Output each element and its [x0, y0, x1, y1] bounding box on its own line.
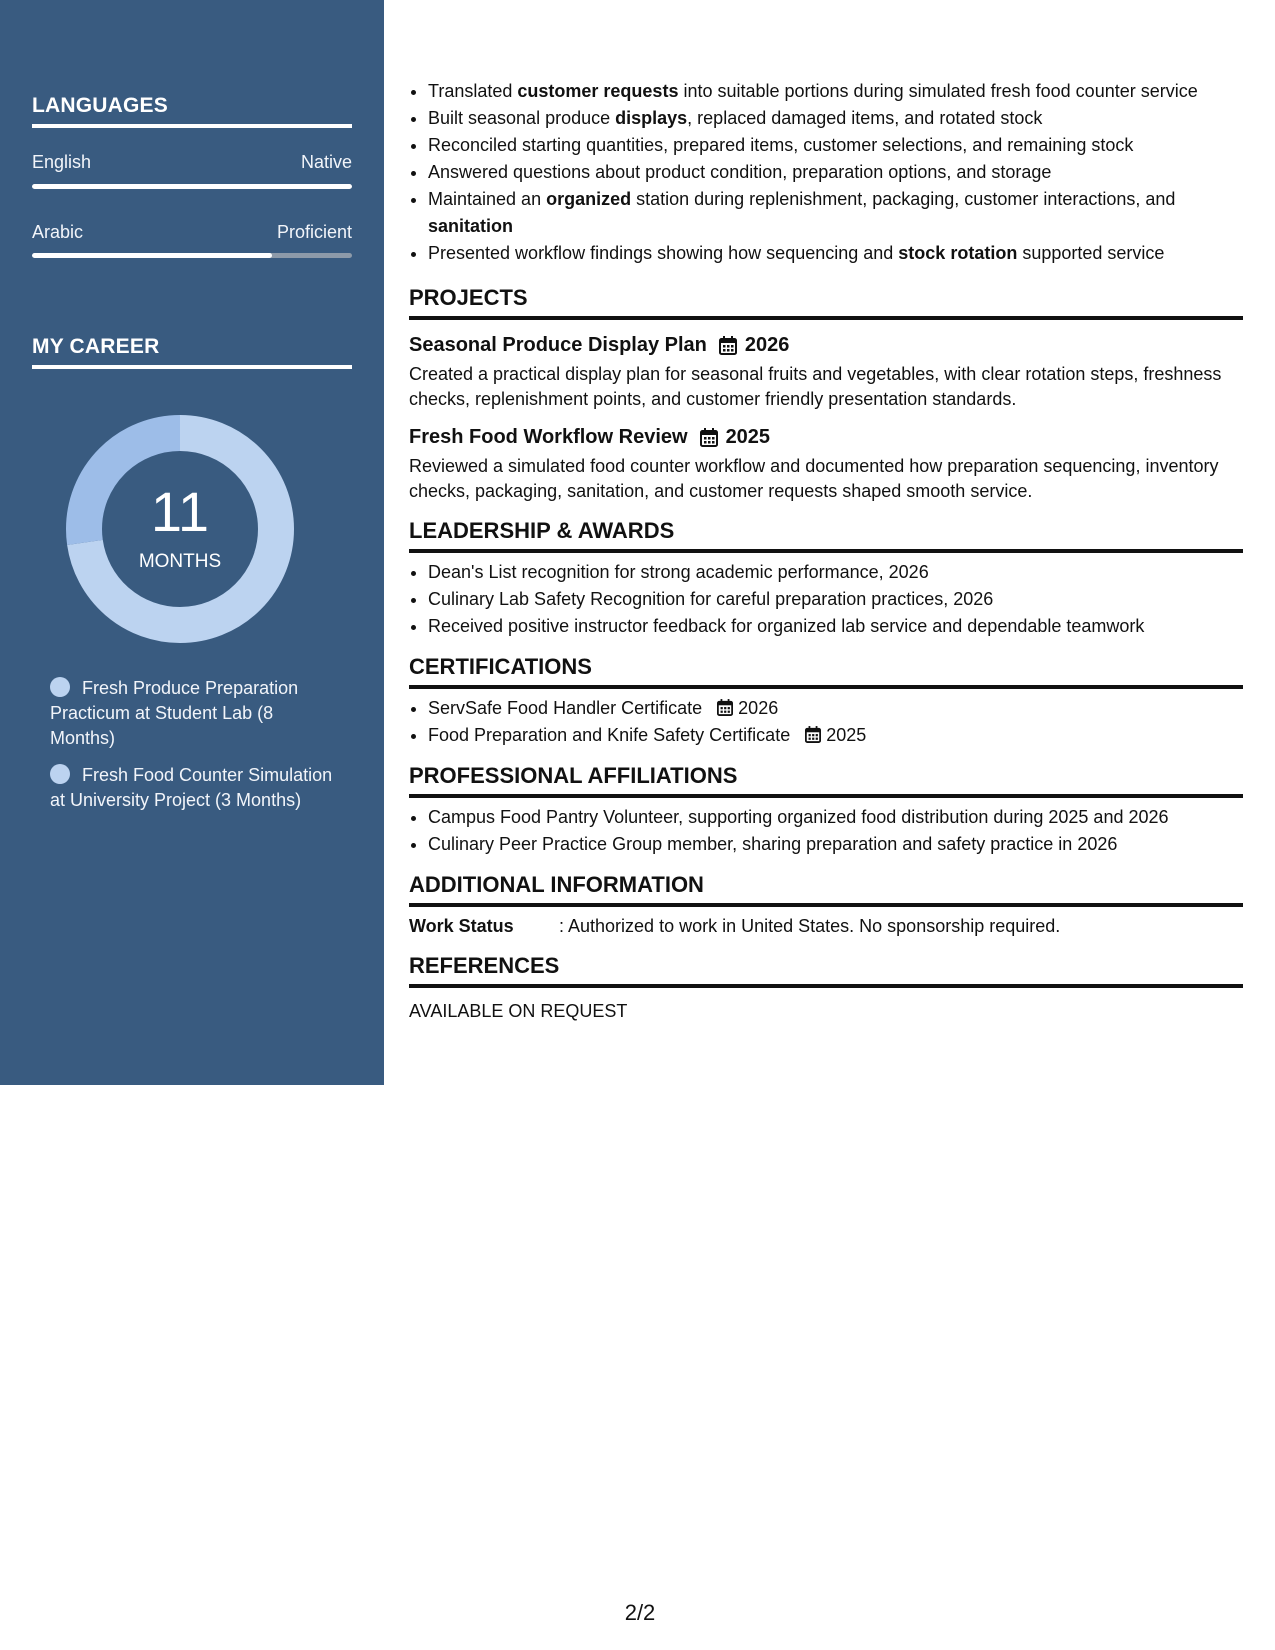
- language-level: Proficient: [276, 222, 352, 242]
- career-heading: MY CAREER: [32, 335, 352, 369]
- language-bar-fill: [32, 184, 352, 189]
- career-legend-label: Fresh Food Counter Simulation at University Project (3 Months): [50, 765, 333, 810]
- language-bar-arabic: [32, 253, 352, 258]
- leadership-item: • Dean's List recognition for strong academic performance, 2026: [428, 559, 1243, 586]
- calendar-icon: [700, 428, 718, 447]
- affiliation-item: • Culinary Peer Practice Group member, sharing preparation and safety practice in 2026: [428, 831, 1243, 858]
- career-legend-label: Fresh Produce Preparation Practicum at Student Lab (8 Months): [50, 678, 299, 748]
- certification-year: 2026: [738, 698, 779, 718]
- main-content: [409, 78, 1243, 1024]
- project-description: Created a practical display plan for seasonal fruits and vegetables, with clear rotation steps, freshness checks, replenishment points, and customer friendly presentation standards.: [409, 364, 1222, 409]
- career-total-unit: MONTHS: [138, 551, 222, 572]
- experience-bullet: • Maintained an organized station during replenishment, packaging, customer interactions, and sanitation: [428, 186, 1243, 240]
- certifications-list: [409, 695, 1243, 749]
- career-legend: [50, 676, 340, 825]
- calendar-icon: [717, 699, 733, 716]
- experience-bullet: • Reconciled starting quantities, prepared items, customer selections, and remaining stock: [428, 132, 1243, 159]
- career-legend-item: [50, 676, 340, 751]
- certification-item: [428, 695, 1243, 722]
- language-bar-fill: [32, 253, 272, 258]
- language-name: English: [32, 152, 92, 172]
- languages-heading: LANGUAGES: [32, 94, 352, 128]
- projects-heading: PROJECTS: [409, 285, 1243, 320]
- certification-name: ServSafe Food Handler Certificate: [428, 698, 703, 718]
- leadership-item: • Received positive instructor feedback for organized lab service and dependable teamwork: [428, 613, 1243, 640]
- career-total-number: 11: [150, 480, 210, 543]
- leadership-heading: LEADERSHIP & AWARDS: [409, 518, 1243, 553]
- experience-bullet: • Built seasonal produce displays, replaced damaged items, and rotated stock: [428, 105, 1243, 132]
- project-title-row: [409, 332, 1243, 358]
- experience-bullet: • Translated customer requests into suitable portions during simulated fresh food counter service: [428, 78, 1243, 105]
- affiliations-list: [409, 804, 1243, 858]
- language-row-english: [32, 152, 352, 176]
- language-row-arabic: [32, 222, 352, 246]
- career-legend-item: [50, 763, 340, 813]
- language-name: Arabic: [32, 222, 84, 242]
- project-year: 2026: [744, 334, 790, 356]
- project-description: Reviewed a simulated food counter workflow and documented how preparation sequencing, inventory checks, packaging, sanitation, and customer requests shaped smooth service.: [409, 456, 1219, 501]
- leadership-item: • Culinary Lab Safety Recognition for careful preparation practices, 2026: [428, 586, 1243, 613]
- page-number: 2/2: [624, 1600, 656, 1625]
- legend-dot-icon: [50, 764, 70, 784]
- affiliation-item: • Campus Food Pantry Volunteer, supporting organized food distribution during 2025 and 2026: [428, 804, 1243, 831]
- references-heading: REFERENCES: [409, 953, 1243, 988]
- experience-bullet: • Presented workflow findings showing how sequencing and stock rotation supported service: [428, 240, 1243, 267]
- project-year: 2025: [725, 426, 771, 448]
- experience-bullets: [409, 78, 1243, 267]
- additional-info-heading: ADDITIONAL INFORMATION: [409, 872, 1243, 907]
- project-title: Fresh Food Workflow Review: [409, 426, 688, 448]
- certifications-heading: CERTIFICATIONS: [409, 654, 1243, 689]
- certification-year: 2025: [826, 725, 867, 745]
- leadership-list: [409, 559, 1243, 640]
- project-title: Seasonal Produce Display Plan: [409, 334, 707, 356]
- work-status-label: Work Status: [409, 916, 514, 936]
- work-status-value: : Authorized to work in United States. No sponsorship required.: [559, 916, 1061, 936]
- legend-dot-icon: [50, 677, 70, 697]
- work-status-row: [409, 913, 1243, 939]
- language-level: Native: [300, 152, 352, 172]
- calendar-icon: [805, 726, 821, 743]
- project-title-row: [409, 424, 1243, 450]
- references-text: AVAILABLE ON REQUEST: [409, 1001, 628, 1021]
- calendar-icon: [719, 336, 737, 355]
- sidebar: [0, 0, 384, 1085]
- certification-name: Food Preparation and Knife Safety Certificate: [428, 725, 791, 745]
- language-bar-english: [32, 184, 352, 189]
- experience-bullet: • Answered questions about product condition, preparation options, and storage: [428, 159, 1243, 186]
- certification-item: [428, 722, 1243, 749]
- affiliations-heading: PROFESSIONAL AFFILIATIONS: [409, 763, 1243, 798]
